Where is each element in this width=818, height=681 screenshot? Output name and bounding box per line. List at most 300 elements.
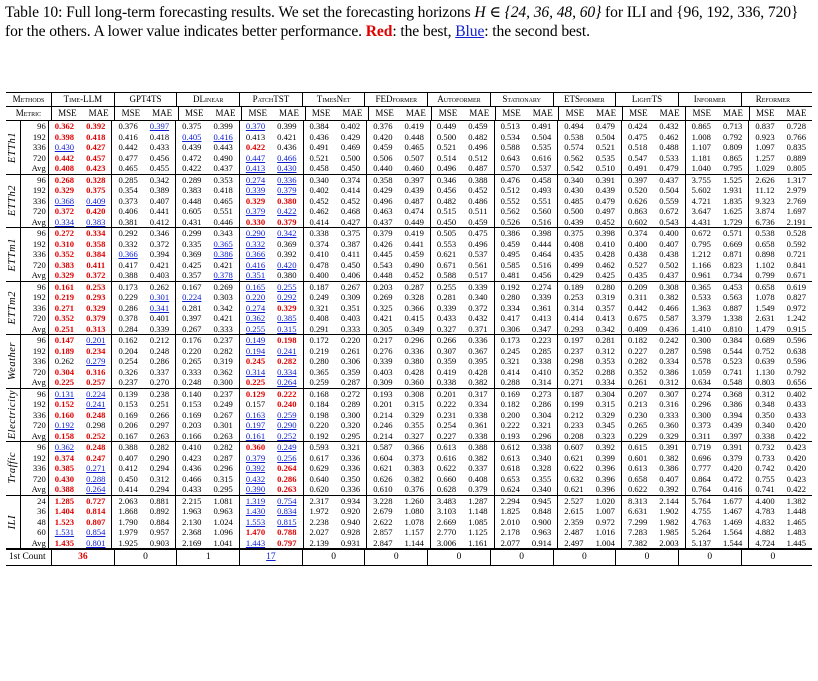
- mae-value: 0.224: [86, 388, 106, 399]
- mse-value: 0.200: [500, 409, 520, 420]
- first-count-value: 0: [115, 550, 178, 565]
- mae-value: 0.337: [468, 463, 488, 473]
- method-cell-group: [558, 196, 622, 207]
- mse-value: 0.237: [118, 377, 138, 387]
- mae-value: 0.295: [340, 430, 361, 441]
- mse-value: 1.166: [691, 259, 711, 270]
- mse-value: 0.314: [564, 302, 584, 313]
- method-cell-group: [176, 335, 240, 346]
- mae-value: 0.316: [659, 399, 679, 409]
- mse-value: 0.192: [500, 281, 520, 292]
- dataset-name: ETTm1: [7, 237, 19, 271]
- mse-value: 4.783: [755, 506, 775, 516]
- mae-value: 0.516: [531, 259, 552, 270]
- method-cell-group: [49, 303, 113, 314]
- table-row: [21, 196, 812, 207]
- method-cell-group: [49, 496, 113, 507]
- mae-value: 0.884: [149, 516, 170, 527]
- mse-value: 0.284: [118, 323, 138, 334]
- method-cell-group: [112, 313, 176, 324]
- first-count-value: 0: [770, 552, 776, 562]
- mae-value: 0.263: [213, 430, 233, 441]
- method-cell-group: [686, 228, 750, 239]
- mae-value: 0.340: [531, 484, 552, 494]
- dataset-label: [6, 121, 21, 174]
- mae-value: 0.407: [149, 195, 170, 206]
- mae-value: 0.411: [341, 249, 361, 259]
- method-cell-group: [495, 527, 559, 538]
- mae-value: 0.420: [277, 259, 297, 270]
- caption-mid2: for the others. A lower value indicates better performance.: [5, 23, 366, 40]
- table-row: [21, 389, 812, 400]
- mae-value: 0.300: [340, 409, 361, 420]
- method-cell-group: [367, 346, 431, 357]
- mse-value: 0.494: [564, 121, 584, 131]
- method-cell-group: [367, 463, 431, 474]
- method-cell-group: [495, 153, 559, 164]
- table-row: [21, 367, 812, 378]
- mae-value: 0.433: [786, 399, 806, 409]
- method-cell-group: [112, 538, 176, 549]
- mae-value: 0.336: [277, 174, 297, 185]
- method-cell-group: [431, 121, 495, 132]
- mse-value: 0.719: [691, 442, 711, 452]
- method-cell-group: [367, 163, 431, 174]
- mse-value: 0.613: [436, 442, 457, 452]
- metric-header-group: [115, 107, 178, 120]
- mse-value: 2.010: [500, 516, 520, 527]
- mae-value: 0.379: [277, 216, 297, 227]
- method-cell-group: [49, 153, 113, 164]
- method-cell-group: [49, 324, 113, 335]
- mse-value: 0.658: [627, 473, 648, 484]
- mse-value: 0.329: [54, 185, 75, 195]
- table-row: [21, 346, 812, 357]
- method-cell-group: [112, 270, 176, 281]
- mse-value: 2.063: [118, 495, 138, 506]
- mse-value: 0.553: [436, 238, 457, 249]
- horizon-cell: 336: [21, 196, 49, 207]
- mae-value: 0.422: [277, 206, 297, 216]
- mae-value: 0.382: [468, 377, 488, 387]
- metric-header-group: [750, 107, 812, 120]
- mae-value: 0.353: [595, 356, 615, 366]
- table-row: [21, 442, 812, 453]
- method-cell-group: [431, 142, 495, 153]
- mse-value: 0.310: [54, 238, 75, 249]
- method-cell-group: [240, 517, 304, 528]
- mse-value: 0.167: [182, 281, 202, 292]
- mse-value: 0.376: [118, 121, 138, 131]
- mse-value: 0.465: [118, 163, 138, 173]
- table-row: [21, 356, 812, 367]
- mse-value: 0.620: [309, 484, 329, 494]
- mae-header: MAE: [723, 108, 744, 118]
- mse-value: 1.443: [245, 537, 266, 548]
- mae-value: 0.333: [340, 323, 361, 334]
- mse-value: 0.372: [54, 206, 75, 216]
- mae-value: 0.238: [149, 388, 170, 399]
- method-cell-group: [431, 410, 495, 421]
- method-cell-group: [304, 313, 368, 324]
- mae-value: 0.397: [404, 174, 424, 185]
- mae-value: 0.280: [595, 281, 615, 292]
- mae-value: 0.353: [213, 174, 233, 185]
- mse-value: 0.189: [54, 345, 75, 356]
- mse-value: 0.764: [691, 484, 711, 494]
- mse-value: 1.549: [755, 302, 775, 313]
- mae-value: 1.697: [786, 206, 806, 216]
- mae-value: 0.429: [340, 131, 361, 142]
- method-cell-group: [749, 453, 812, 464]
- table-row: [21, 206, 812, 217]
- method-cell-group: [367, 474, 431, 485]
- results-table: [6, 92, 812, 566]
- mse-value: 0.442: [54, 152, 75, 163]
- mse-value: 0.366: [118, 249, 138, 259]
- mse-header: MSE: [185, 108, 204, 118]
- mse-value: 0.410: [182, 442, 202, 452]
- mse-value: 0.197: [564, 335, 584, 345]
- method-cell-group: [240, 196, 304, 207]
- mse-value: 4.721: [691, 195, 711, 206]
- method-cell-group: [558, 153, 622, 164]
- mae-value: 0.399: [277, 121, 297, 131]
- method-cell-group: [240, 292, 304, 303]
- mse-value: 0.219: [54, 292, 75, 302]
- method-cell-group: [558, 367, 622, 378]
- mae-value: 0.212: [149, 335, 170, 345]
- method-cell-group: [622, 463, 686, 474]
- method-cell-group: [431, 217, 495, 228]
- method-cell-group: [749, 153, 812, 164]
- mae-value: 0.375: [340, 228, 361, 238]
- mae-value: 0.365: [213, 238, 233, 249]
- mae-value: 0.504: [531, 131, 552, 142]
- mae-value: 0.504: [595, 131, 615, 142]
- mse-value: 2.669: [436, 516, 457, 527]
- method-cell-group: [176, 228, 240, 239]
- table-row: [21, 163, 812, 174]
- mse-value: 0.543: [373, 259, 393, 270]
- mae-value: 0.419: [404, 228, 424, 238]
- method-cell-group: [495, 196, 559, 207]
- table-row: [21, 185, 812, 196]
- mse-value: 0.192: [309, 430, 329, 441]
- mae-value: 0.427: [340, 216, 361, 227]
- mse-value: 0.438: [627, 249, 648, 259]
- mse-value: 0.466: [182, 473, 202, 484]
- mae-value: 0.535: [531, 142, 552, 152]
- mse-value: 6.736: [755, 216, 775, 227]
- mae-value: 0.807: [86, 516, 106, 527]
- method-cell-group: [558, 399, 622, 410]
- method-cell-group: [49, 442, 113, 453]
- table-row: [21, 463, 812, 474]
- mae-value: 0.439: [722, 420, 743, 430]
- method-cell-group: [176, 303, 240, 314]
- method-cell-group: [431, 453, 495, 464]
- mae-value: 0.303: [213, 292, 233, 302]
- mae-value: 0.343: [213, 228, 233, 238]
- method-cell-group: [686, 335, 750, 346]
- method-cell-group: [367, 175, 431, 186]
- mse-value: 0.458: [309, 163, 329, 173]
- method-cell-group: [112, 196, 176, 207]
- dataset-name: Traffic: [7, 452, 19, 484]
- mse-value: 0.153: [118, 399, 138, 409]
- mae-value: 0.421: [277, 131, 297, 142]
- mae-value: 0.788: [277, 527, 297, 537]
- mse-value: 0.262: [54, 356, 75, 366]
- mae-value: 1.007: [595, 506, 615, 516]
- mae-value: 0.713: [722, 121, 743, 131]
- mae-value: 0.312: [595, 345, 615, 356]
- mae-value: 0.805: [786, 163, 806, 173]
- mse-value: 0.520: [627, 185, 648, 195]
- method-cell-group: [749, 484, 812, 495]
- mse-value: 1.963: [182, 506, 202, 516]
- mae-value: 0.392: [659, 484, 679, 494]
- mae-value: 0.297: [149, 420, 170, 430]
- method-cell-group: [304, 346, 368, 357]
- mae-value: 0.382: [659, 292, 679, 302]
- table-row: [21, 175, 812, 186]
- mse-value: 0.362: [54, 121, 75, 131]
- mae-value: 0.418: [213, 185, 233, 195]
- method-cell-group: [367, 142, 431, 153]
- mse-value: 0.166: [182, 430, 202, 441]
- mae-value: 0.516: [531, 216, 552, 227]
- mae-value: 0.754: [277, 495, 297, 506]
- mse-value: 0.538: [564, 131, 584, 142]
- mse-value: 0.436: [309, 131, 329, 142]
- mae-value: 0.307: [659, 388, 679, 399]
- method-cell-group: [240, 185, 304, 196]
- mse-value: 3.379: [691, 313, 711, 323]
- method-cell-group: [240, 377, 304, 388]
- mse-value: 2.130: [182, 516, 202, 527]
- mae-value: 0.810: [722, 323, 743, 334]
- horizon-cell: 336: [21, 410, 49, 421]
- method-cell-group: [304, 335, 368, 346]
- mae-value: 1.835: [722, 195, 743, 206]
- mae-value: 0.350: [340, 473, 361, 484]
- mae-value: 0.460: [404, 163, 424, 173]
- mse-value: 0.425: [182, 259, 202, 270]
- mse-value: 0.358: [373, 174, 393, 185]
- method-cell-group: [49, 260, 113, 271]
- mae-value: 0.237: [213, 388, 233, 399]
- mse-value: 0.593: [309, 442, 329, 452]
- method-cell-group: [49, 431, 113, 442]
- horizon-cell: 96: [21, 282, 49, 293]
- method-cell-group: [686, 463, 750, 474]
- mae-value: 0.972: [786, 302, 806, 313]
- mse-value: 0.225: [54, 377, 75, 387]
- mae-value: 0.437: [659, 174, 679, 185]
- mse-value: 0.616: [436, 452, 457, 463]
- mse-value: 0.388: [118, 270, 138, 280]
- mse-value: 0.626: [373, 473, 393, 484]
- mae-value: 0.537: [468, 249, 488, 259]
- method-cell-group: [431, 431, 495, 442]
- mse-value: 0.340: [564, 174, 584, 185]
- mae-value: 0.834: [277, 506, 297, 516]
- mae-value: 0.446: [213, 216, 233, 227]
- mae-value: 0.741: [722, 366, 743, 377]
- mse-value: 0.370: [245, 121, 266, 131]
- mae-value: 0.380: [277, 270, 297, 280]
- method-cell-group: [176, 196, 240, 207]
- mae-value: 0.295: [213, 484, 233, 494]
- mae-value: 0.333: [659, 409, 679, 420]
- mse-value: 7.283: [627, 527, 648, 537]
- mse-value: 0.419: [436, 366, 457, 377]
- mae-value: 0.903: [149, 537, 170, 548]
- method-cell-group: [176, 442, 240, 453]
- mse-value: 0.660: [436, 473, 457, 484]
- method-cell-group: [686, 206, 750, 217]
- method-cell-group: [431, 282, 495, 293]
- mae-value: 0.279: [86, 356, 106, 366]
- mse-value: 0.346: [436, 174, 457, 185]
- mse-value: 0.187: [309, 281, 329, 292]
- method-cell-group: [240, 496, 304, 507]
- dataset-label: [6, 228, 21, 281]
- method-cell-group: [558, 453, 622, 464]
- mae-value: 0.551: [531, 195, 552, 206]
- mae-value: 0.321: [340, 442, 361, 452]
- mae-value: 1.625: [722, 206, 743, 216]
- mae-value: 1.317: [786, 174, 806, 185]
- mae-value: 0.333: [213, 323, 233, 334]
- method-cell-group: [240, 506, 304, 517]
- mae-value: 0.797: [277, 537, 297, 548]
- mae-value: 0.287: [404, 281, 424, 292]
- method-cell-group: [176, 517, 240, 528]
- mae-value: 0.240: [277, 399, 297, 409]
- mse-value: 0.412: [118, 463, 138, 473]
- method-cell-group: [304, 153, 368, 164]
- method-cell-group: [622, 453, 686, 464]
- method-cell-group: [622, 163, 686, 174]
- method-cell-group: [240, 228, 304, 239]
- method-cell-group: [49, 249, 113, 260]
- method-cell-group: [367, 206, 431, 217]
- mae-value: 0.337: [149, 366, 170, 377]
- method-cell-group: [367, 260, 431, 271]
- mse-value: 0.161: [54, 281, 75, 292]
- method-header: LightTS: [616, 93, 679, 106]
- method-cell-group: [495, 282, 559, 293]
- mse-value: 0.430: [54, 142, 75, 152]
- mse-value: 0.261: [627, 377, 648, 387]
- method-cell-group: [495, 303, 559, 314]
- method-cell-group: [686, 239, 750, 250]
- mse-value: 0.219: [309, 345, 329, 356]
- mae-value: 0.721: [786, 249, 806, 259]
- method-cell-group: [176, 270, 240, 281]
- mae-value: 0.421: [213, 259, 233, 270]
- method-cell-group: [686, 474, 750, 485]
- method-cell-group: [622, 431, 686, 442]
- mae-value: 0.334: [468, 399, 488, 409]
- mse-value: 0.547: [627, 152, 648, 163]
- mse-value: 0.374: [627, 228, 648, 238]
- method-cell-group: [495, 517, 559, 528]
- mae-value: 0.472: [722, 473, 743, 484]
- method-cell-group: [367, 496, 431, 507]
- mse-value: 0.339: [436, 302, 457, 313]
- mae-value: 0.339: [149, 323, 170, 334]
- mae-value: 0.375: [86, 185, 106, 195]
- mae-value: 0.889: [786, 152, 806, 163]
- metric-header-group: [52, 107, 115, 120]
- method-cell-group: [558, 121, 622, 132]
- mse-value: 0.172: [309, 335, 329, 345]
- mae-value: 0.379: [722, 452, 743, 463]
- mae-value: 1.677: [722, 495, 743, 506]
- mae-value: 0.366: [404, 442, 424, 452]
- method-cell-group: [49, 270, 113, 281]
- mse-value: 0.326: [118, 366, 138, 377]
- mae-value: 0.963: [213, 506, 233, 516]
- method-cell-group: [622, 270, 686, 281]
- mae-value: 0.256: [277, 452, 297, 463]
- method-cell-group: [367, 356, 431, 367]
- method-cell-group: [558, 420, 622, 431]
- mae-value: 0.420: [86, 206, 106, 216]
- mae-value: 0.248: [86, 442, 106, 452]
- mse-value: 0.280: [500, 292, 520, 302]
- table-row: [21, 142, 812, 153]
- mae-value: 1.902: [659, 506, 679, 516]
- mse-value: 1.008: [691, 131, 711, 142]
- method-cell-group: [240, 206, 304, 217]
- methods-header-row: [6, 93, 812, 106]
- mae-value: 0.314: [531, 377, 552, 387]
- mse-value: 3.874: [755, 206, 775, 216]
- mae-value: 0.336: [340, 463, 361, 473]
- mse-value: 0.478: [309, 259, 329, 270]
- method-cell-group: [240, 389, 304, 400]
- method-cell-group: [49, 132, 113, 143]
- method-cell-group: [176, 463, 240, 474]
- mse-value: 2.679: [373, 506, 393, 516]
- mse-value: 0.755: [755, 473, 775, 484]
- mse-value: 0.229: [118, 292, 138, 302]
- method-cell-group: [112, 121, 176, 132]
- mae-value: 0.399: [595, 452, 615, 463]
- mae-value: 1.260: [404, 495, 424, 506]
- mae-value: 0.378: [213, 270, 233, 280]
- mae-value: 0.571: [722, 228, 743, 238]
- mae-header: MAE: [88, 108, 109, 118]
- mse-value: 0.578: [691, 356, 711, 366]
- mse-value: 1.102: [755, 259, 775, 270]
- mae-value: 0.338: [468, 430, 488, 441]
- table-row: [21, 474, 812, 485]
- method-cell-group: [622, 399, 686, 410]
- mae-value: 0.438: [659, 249, 679, 259]
- mae-value: 0.469: [340, 142, 361, 152]
- horizon-cell: 336: [21, 303, 49, 314]
- mse-value: 0.203: [373, 281, 393, 292]
- mae-value: 0.222: [277, 388, 297, 399]
- mae-value: 0.439: [404, 185, 424, 195]
- method-cell-group: [495, 239, 559, 250]
